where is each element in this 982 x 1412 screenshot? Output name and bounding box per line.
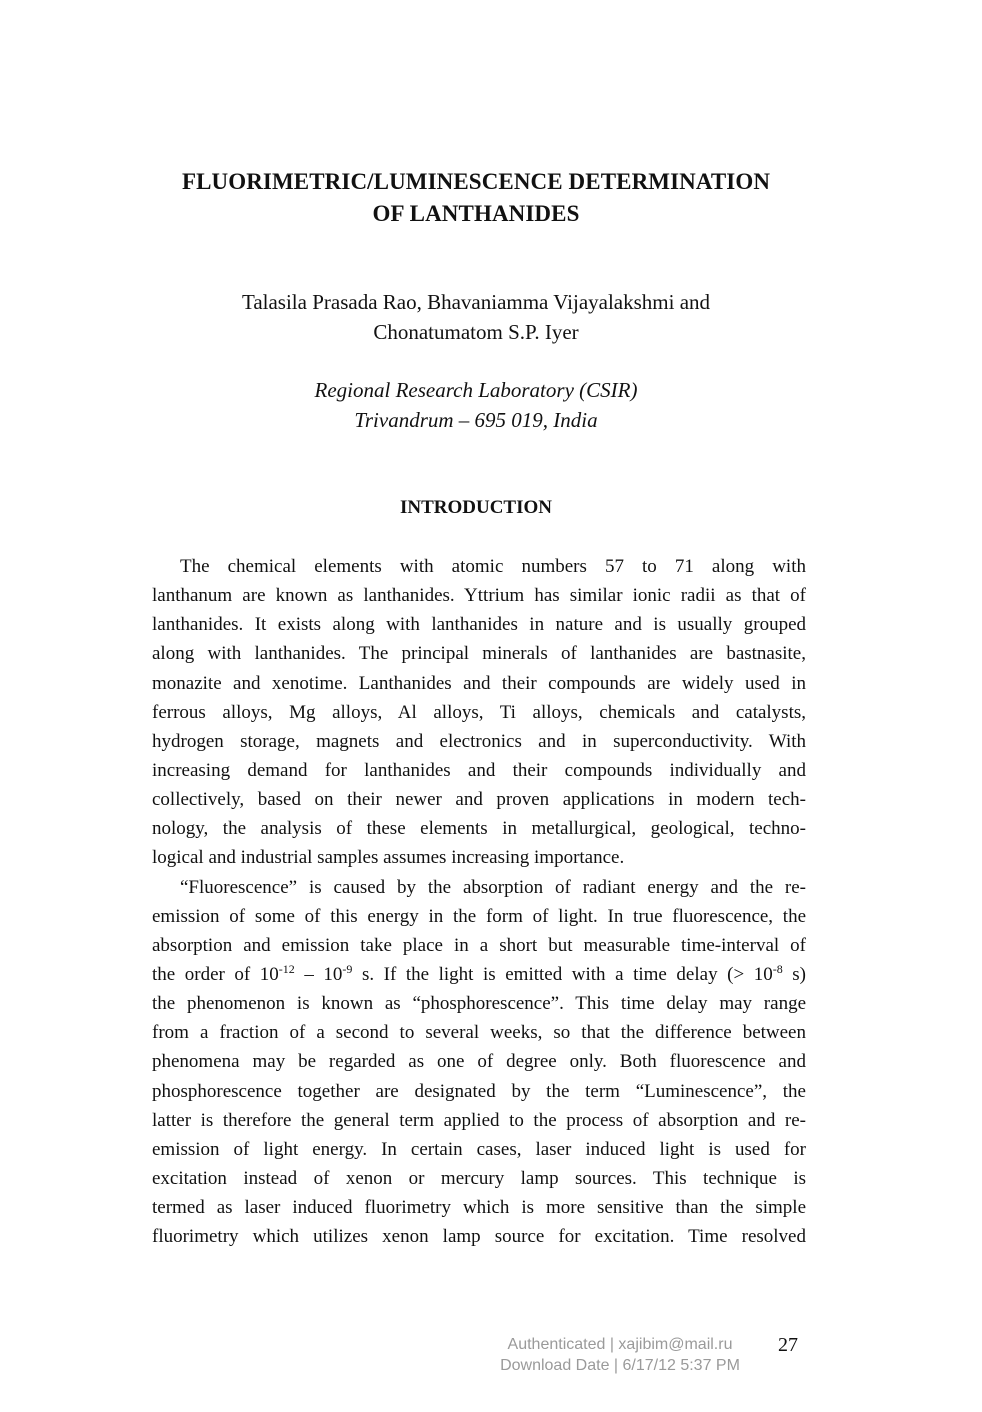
exponent: -8 [772,961,783,976]
text-line: hydrogen storage, magnets and electronics and in superconductivity. With [152,730,806,752]
paragraph-1 [152,552,806,873]
affiliation-line-2: Trivandrum – 695 019, India [354,408,598,432]
authors-line-1: Talasila Prasada Rao, Bhavaniamma Vijayalakshmi and [241,290,711,314]
exponent: -12 [278,961,295,976]
title-line-2: OF LANTHANIDES [372,201,580,226]
paragraph-2 [152,873,806,1252]
authors-line-2: Chonatumatom S.P. Iyer [373,320,579,344]
text-line: lanthanides. It exists along with lanthanides in nature and is usually grouped [152,614,806,636]
text-fragment: s. If the light is emitted with a time delay (> 10 [352,963,773,985]
affiliation-line-1: Regional Research Laboratory (CSIR) [314,378,638,402]
affiliation [100,375,852,435]
text-line: monazite and xenotime. Lanthanides and their compounds are widely used in [152,672,806,694]
text-line-with-exponents [152,960,806,989]
text-fragment: s) [782,963,806,985]
text-line: collectively, based on their newer and proven applications in modern tech- [152,789,806,811]
author-list [100,287,852,347]
text-fragment: – 10 [294,963,343,985]
page-number: 27 [778,1334,798,1356]
text-line: the phenomenon is known as “phosphorescence”. This time delay may range [152,993,806,1015]
text-line: absorption and emission take place in a short but measurable time-interval of [152,934,806,956]
text-line: excitation instead of xenon or mercury lamp sources. This technique is [152,1167,806,1189]
text-line: logical and industrial samples assumes increasing importance. [152,847,625,869]
authentication-watermark [470,1334,770,1376]
text-line: phenomena may be regarded as one of degree only. Both fluorescence and [152,1051,806,1073]
text-fragment: the order of 10 [152,963,279,985]
paper-title [100,166,852,230]
authenticated-text: Authenticated | xajibim@mail.ru [507,1336,733,1353]
text-line: emission of some of this energy in the form of light. In true fluorescence, the [152,905,806,927]
body-text [152,552,806,1251]
section-heading-introduction: INTRODUCTION [399,497,553,518]
text-line: from a fraction of a second to several weeks, so that the difference between [152,1022,806,1044]
text-line: fluorimetry which utilizes xenon lamp source for excitation. Time resolved [152,1226,806,1248]
download-date-text: Download Date | 6/17/12 5:37 PM [500,1357,740,1374]
text-line: increasing demand for lanthanides and their compounds individually and [152,759,806,781]
text-line: lanthanum are known as lanthanides. Yttrium has similar ionic radii as that of [152,585,806,607]
text-line: emission of light energy. In certain cases, laser induced light is used for [152,1138,806,1160]
text-line: latter is therefore the general term applied to the process of absorption and re- [152,1109,806,1131]
text-line: phosphorescence together are designated by the term “Luminescence”, the [152,1080,806,1102]
text-line: along with lanthanides. The principal minerals of lanthanides are bastnasite, [152,643,806,665]
title-line-1: FLUORIMETRIC/LUMINESCENCE DETERMINATION [181,169,771,194]
text-line: The chemical elements with atomic numbers 57 to 71 along with [180,556,806,577]
text-line: nology, the analysis of these elements in metallurgical, geological, techno- [152,818,806,840]
text-line: ferrous alloys, Mg alloys, Al alloys, Ti alloys, chemicals and catalysts, [152,701,806,723]
text-line: termed as laser induced fluorimetry which is more sensitive than the simple [152,1197,806,1219]
text-line: “Fluorescence” is caused by the absorption of radiant energy and the re- [180,876,806,898]
exponent: -9 [342,961,353,976]
